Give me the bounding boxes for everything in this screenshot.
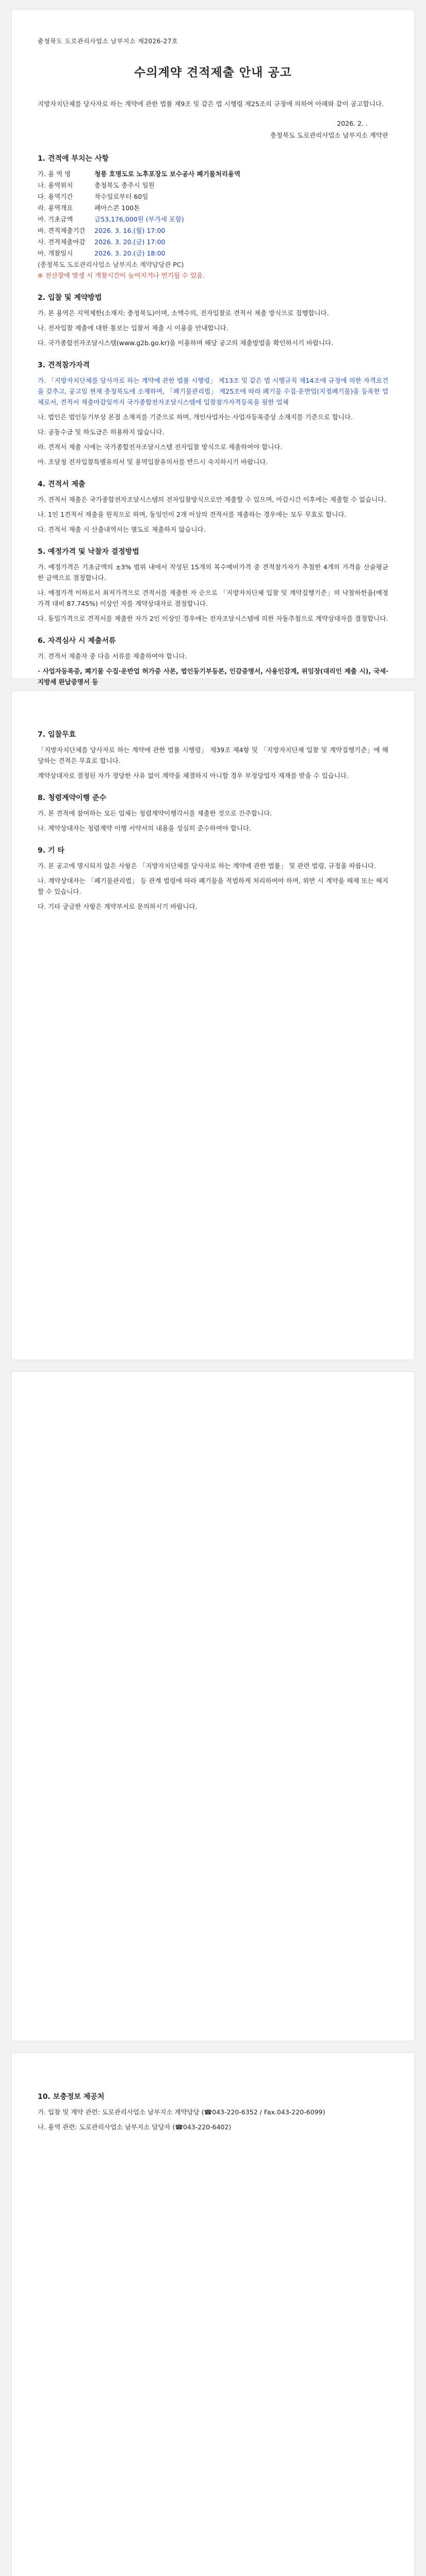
list-item: 가. 본 용역은 지역제한(소재지: 충청북도)이며, 소액수의, 전자입찰로 견적서 제출 방식으로 집행합니다. [38, 309, 329, 317]
list-item: · 사업자등록증, 폐기물 수집·운반업 허가증 사본, 법인등기부등본, 인감증명서, 사용인감계, 위임장(대리인 제출 시), 국세·지방세 완납증명서 등 [38, 667, 388, 686]
list-item: 나. 1인 1견적서 제출을 원칙으로 하며, 동일인이 2개 이상의 견적서를 제출하는 경우에는 모두 무효로 합니다. [38, 511, 347, 518]
list-item: 라. 견적서 제출 시에는 국가종합전자조달시스템 전자입찰 방식으로 제출하여야 합니다. [38, 443, 283, 451]
list-item: 다. 기타 궁금한 사항은 계약부서로 문의하시기 바랍니다. [38, 903, 198, 910]
section-3-title: 3. 견적참가자격 [38, 361, 90, 369]
document-page-3 [11, 1371, 415, 2041]
list-item: 가. 예정가격은 기초금액의 ±3% 범위 내에서 작성된 15개의 복수예비가격 중 견적참가자가 추첨한 4개의 가격을 산술평균한 금액으로 결정합니다. [38, 563, 388, 582]
list-item: 가. 견적서 제출은 국가종합전자조달시스템의 전자입찰방식으로만 제출할 수 있으며, 마감시간 이후에는 제출할 수 없습니다. [38, 496, 386, 503]
info-row: 나. 용역위치 충청북도 충주시 일원 [38, 181, 155, 189]
note-text: (충청북도 도로관리사업소 남부지소 계약담당관 PC) [38, 261, 184, 268]
info-row: 사. 견적제출마감 2026. 3. 20.(금) 17:00 [38, 238, 166, 246]
list-item: 마. 조달청 전자입찰특별유의서 및 용역입찰유의서를 반드시 숙지하시기 바랍니다. [38, 458, 268, 466]
info-row: 아. 개찰일시 2026. 3. 20.(금) 18:00 [38, 249, 166, 257]
section-4-title: 4. 견적서 제출 [38, 480, 86, 488]
list-item: 가. 「지방자치단체를 당사자로 하는 계약에 관한 법률 시행령」 제13조 및 같은 법 시행규칙 제14조에 규정에 의한 자격요건을 갖추고, 공고일 현재 충청북도에 소재하며, 「폐기물관리법」 제25조에 따라 폐기물 수집·운반업(지정폐기물)을 등록한 업체로서, 견적서 제출마감일까지 국가종합전자조달시스템에 입찰참가자격등록을 필한 업체 [38, 377, 388, 406]
list-item: 나. 전자입찰 제출에 대한 통보는 입찰서 제출 시 이용을 안내합니다. [38, 324, 228, 332]
info-row: 가. 용 역 명 청풍 호명도로 노후포장도 보수공사 폐기물처리용역 [38, 170, 241, 178]
section-5-title: 5. 예정가격 및 낙찰자 결정방법 [38, 548, 139, 556]
list-item: 다. 동일가격으로 견적서를 제출한 자가 2인 이상인 경우에는 전자조달시스템에 의한 자동추첨으로 계약상대자를 결정합니다. [38, 615, 388, 622]
list-item: 다. 견적서 제출 시 산출내역서는 별도로 제출하지 않습니다. [38, 526, 206, 533]
list-item: 나. 예정가격 이하로서 최저가격으로 견적서를 제출한 자 순으로 「지방자치단체 입찰 및 계약집행기준」의 낙찰하한율(예정가격 대비 87.745%) 이상인 자를 계약상대자로 결정합니다. [38, 589, 388, 607]
list-item: 계약상대자로 결정된 자가 정당한 사유 없이 계약을 체결하지 아니할 경우 부정당업자 제재를 받을 수 있습니다. [38, 772, 349, 779]
section-9-title: 9. 기 타 [38, 846, 64, 855]
info-row: 다. 용역기간 착수일로부터 60일 [38, 193, 149, 200]
notice-date: 2026. 2. . [337, 120, 368, 127]
list-item: 가. 본 견적에 참여하는 모든 업체는 청렴계약이행각서를 제출한 것으로 간주합니다. [38, 809, 272, 817]
list-item: 나. 계약상대자는 「폐기물관리법」 등 관계 법령에 따라 폐기물을 적법하게 처리하여야 하며, 위반 시 계약을 해제 또는 해지할 수 있습니다. [38, 877, 388, 895]
document-page-2 [11, 690, 415, 1360]
info-row: 라. 용역개요 폐아스콘 100톤 [38, 204, 140, 212]
list-item: 가. 입찰 및 계약 관련: 도로관리사업소 남부지소 계약담당 (☎043-220-6352 / Fax.043-220-6099) [38, 2108, 325, 2116]
list-item: 나. 용역 관련: 도로관리사업소 남부지소 담당자 (☎043-220-6402) [38, 2123, 232, 2131]
section-2-title: 2. 입찰 및 계약방법 [38, 294, 102, 302]
section-1-title: 1. 견적에 부치는 사항 [38, 155, 109, 163]
info-row: 마. 기초금액 금53,176,000원 (부가세 포함) [38, 215, 184, 223]
section-8-title: 8. 청렴계약이행 준수 [38, 794, 106, 802]
section-10-title: 10. 보충정보 제공처 [38, 2093, 105, 2101]
warning-note: ※ 전산장애 발생 시 개찰시간이 늦어지거나 연기될 수 있음. [38, 272, 205, 279]
list-item: 다. 공동수급 및 하도급은 허용하지 않습니다. [38, 428, 165, 436]
list-item: 나. 계약상대자는 청렴계약 이행 서약서의 내용을 성실히 준수하여야 합니다. [38, 824, 252, 832]
list-item: 가. 본 공고에 명시되지 않은 사항은 「지방자치단체를 당사자로 하는 계약에 관한 법률」 및 관련 법령, 규정을 따릅니다. [38, 862, 376, 870]
issuer-name: 충청북도 도로관리사업소 남부지소 계약관 [270, 131, 388, 139]
list-item: 다. 국가종합전자조달시스템(www.g2b.go.kr)을 이용하며 해당 공고의 제출방법을 확인하시기 바랍니다. [38, 339, 334, 347]
section-7-title: 7. 입찰무효 [38, 731, 76, 739]
document-page-4 [11, 2053, 415, 2576]
list-item: 「지방자치단체를 당사자로 하는 계약에 관한 법률 시행령」 제39조 제4항 및 「지방자치단체 입찰 및 계약집행기준」에 해당하는 견적은 무효로 합니다. [38, 746, 388, 765]
info-row: 바. 견적제출기간 2026. 3. 16.(월) 17:00 [38, 227, 166, 234]
document-page-1 [11, 9, 415, 686]
page-title: 수의계약 견적제출 안내 공고 [134, 66, 292, 79]
list-item: 가. 견적서 제출자 중 다음 서류를 제출하여야 합니다. [38, 652, 187, 660]
list-item: 나. 법인은 법인등기부상 본점 소재지를 기준으로 하며, 개인사업자는 사업자등록증상 소재지를 기준으로 합니다. [38, 413, 353, 421]
agency-reference: 충청북도 도로관리사업소 남부지소 제2026-27호 [38, 38, 178, 45]
intro-paragraph: 지방자치단체를 당사자로 하는 계약에 관한 법률 제9조 및 같은 법 시행령 제25조의 규정에 의하여 아래와 같이 공고합니다. [38, 100, 384, 108]
section-6-title: 6. 자격심사 시 제출서류 [38, 637, 116, 645]
